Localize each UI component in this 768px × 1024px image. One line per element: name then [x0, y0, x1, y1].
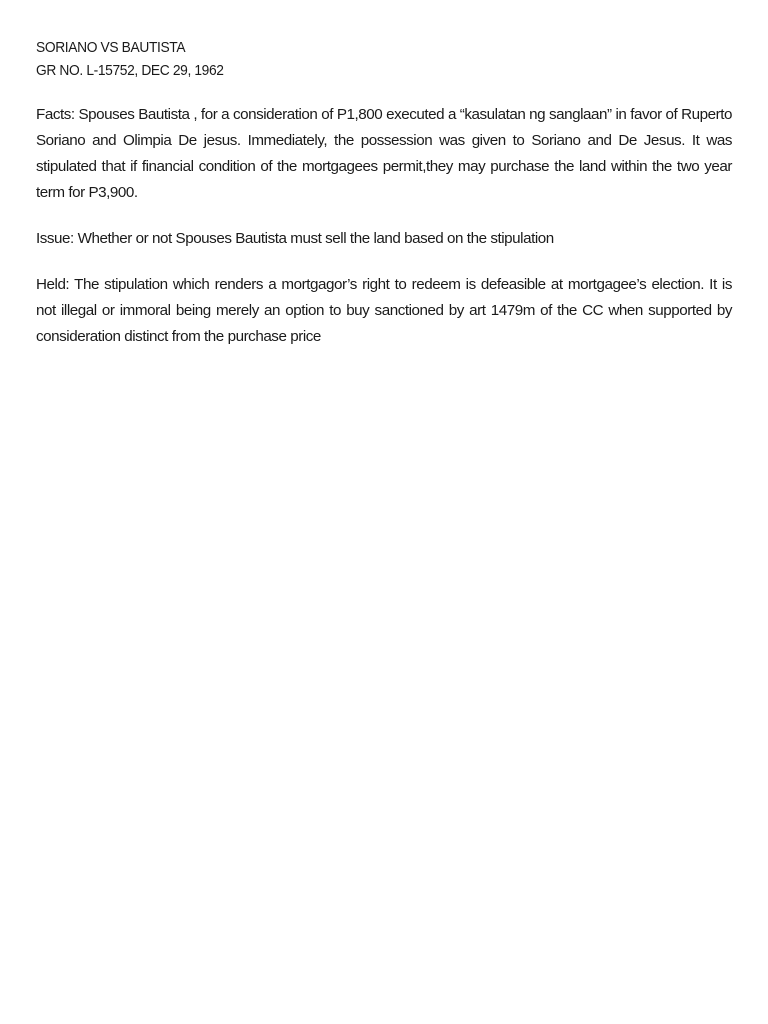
document-page — [36, 36, 732, 350]
held-paragraph: Held: The stipulation which renders a mortgagor’s right to redeem is defeasible at mortgagee’s election. It is not illegal or immoral being merely an option to buy sanctioned by art 1479m of the CC when supported by consideration distinct from the purchase price — [36, 276, 732, 345]
case-citation: GR NO. L-15752, DEC 29, 1962 — [36, 62, 224, 79]
case-title: SORIANO VS BAUTISTA — [36, 39, 186, 56]
issue-paragraph: Issue: Whether or not Spouses Bautista must sell the land based on the stipulation — [36, 230, 554, 247]
facts-paragraph: Facts: Spouses Bautista , for a consideration of P1,800 executed a “kasulatan ng sanglaan” in favor of Ruperto Soriano and Olimpia De jesus. Immediately, the possession was given to Soriano and De Jesus. It was stipulated that if financial condition of the mortgagees permit,they may purchase the land within the two year term for P3,900. — [36, 106, 732, 201]
